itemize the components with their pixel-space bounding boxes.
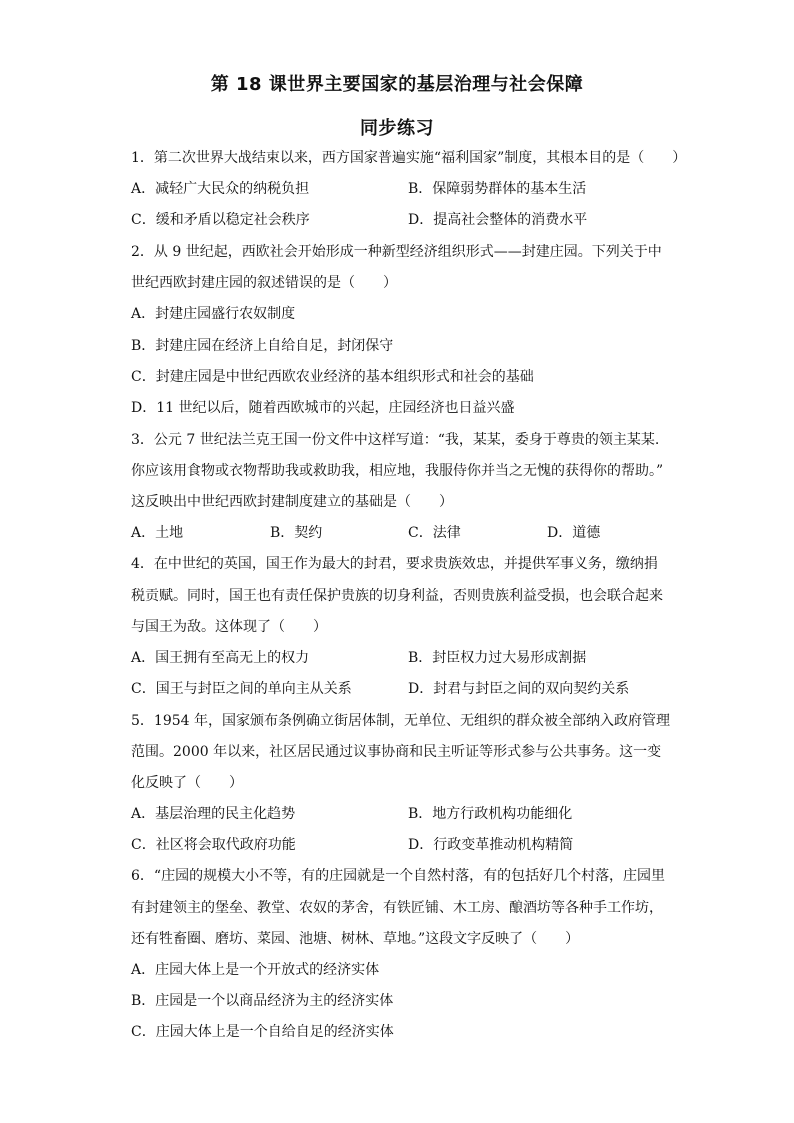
question-6-option-b: B．庄园是一个以商品经济为主的经济实体 [131,993,394,1009]
question-6-stem-line-1: 6．“庄园的规模大小不等，有的庄园就是一个自然村落，有的包括好几个村落，庄园里 [131,868,666,884]
question-2-stem-line-1: 2．从 9 世纪起，西欧社会开始形成一种新型经济组织形式——封建庄园。下列关于中 [131,244,662,260]
question-1-option-b: B．保障弱势群体的基本生活 [408,181,587,197]
question-6-stem-line-3: 还有牲畜圈、磨坊、菜园、池塘、树林、草地。”这段文字反映了（ ） [131,931,580,947]
question-5-stem-line-2: 范围。2000 年以来，社区居民通过议事协商和民主听证等形式参与公共事务。这一变 [131,744,662,760]
question-5-stem-line-1: 5．1954 年，国家颁布条例确立街居体制，无单位、无组织的群众被全部纳入政府管理 [131,713,670,729]
question-1-option-c: C．缓和矛盾以稳定社会秩序 [131,212,310,228]
question-4-option-b: B．封臣权力过大易形成割据 [408,650,587,666]
question-4-stem-line-1: 4．在中世纪的英国，国王作为最大的封君，要求贵族效忠，并提供军事义务，缴纳捐 [131,556,658,572]
question-5-stem-line-3: 化反映了（ ） [131,775,243,791]
question-3-option-c: C．法律 [408,525,461,541]
question-2-option-d: D．11 世纪以后，随着西欧城市的兴起，庄园经济也日益兴盛 [131,400,515,416]
question-4-stem-line-3: 与国王为敌。这体现了（ ） [131,619,327,635]
question-4-stem-line-2: 税贡赋。同时，国王也有责任保护贵族的切身利益，否则贵族利益受损，也会联合起来 [131,588,663,604]
question-4-option-a: A．国王拥有至高无上的权力 [131,650,310,666]
question-5-option-d: D．行政变革推动机构精简 [408,837,574,853]
question-3-option-d: D．道德 [547,525,601,541]
question-6-stem-line-2: 有封建领主的堡垒、教堂、农奴的茅舍，有铁匠铺、木工房、酿酒坊等各种手工作坊， [131,900,663,916]
question-3-stem-line-2: 你应该用食物或衣物帮助我或救助我，相应地，我服侍你并当之无愧的获得你的帮助。” [131,463,664,479]
question-3-stem-line-1: 3．公元 7 世纪法兰克王国一份文件中这样写道：“我，某某，委身于尊贵的领主某某. [131,432,660,448]
question-6-option-a: A．庄园大体上是一个开放式的经济实体 [131,962,380,978]
question-2-stem-line-2: 世纪西欧封建庄园的叙述错误的是（ ） [131,275,397,291]
question-6-option-c: C．庄园大体上是一个自给自足的经济实体 [131,1024,394,1040]
question-1-option-d: D．提高社会整体的消费水平 [408,212,588,228]
question-3-option-b: B．契约 [270,525,323,541]
question-2-option-a: A．封建庄园盛行农奴制度 [131,306,296,322]
question-3-stem-line-3: 这反映出中世纪西欧封建制度建立的基础是（ ） [131,494,453,510]
question-1-stem: 1．第二次世界大战结束以来，西方国家普遍实施“福利国家”制度，其根本目的是（ ） [131,150,687,166]
question-4-option-d: D．封君与封臣之间的双向契约关系 [408,681,630,697]
question-3-option-a: A．土地 [131,525,184,541]
question-2-option-b: B．封建庄园在经济上自给自足，封闭保守 [131,338,394,354]
question-5-option-b: B．地方行政机构功能细化 [408,806,573,822]
document-title: 第 18 课世界主要国家的基层治理与社会保障 [210,74,584,95]
question-4-option-c: C．国王与封臣之间的单向主从关系 [131,681,352,697]
question-2-option-c: C．封建庄园是中世纪西欧农业经济的基本组织形式和社会的基础 [131,369,534,385]
question-5-option-a: A．基层治理的民主化趋势 [131,806,296,822]
question-5-option-c: C．社区将会取代政府功能 [131,837,296,853]
question-1-option-a: A．减轻广大民众的纳税负担 [131,181,310,197]
document-subtitle: 同步练习 [360,118,434,139]
